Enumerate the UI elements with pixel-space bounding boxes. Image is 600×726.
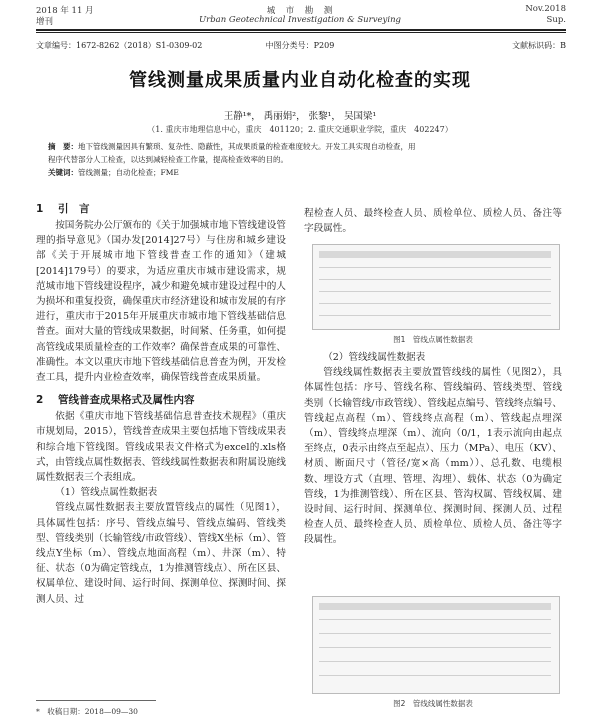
figure-2-header-bar — [319, 603, 551, 610]
affiliations: （1. 重庆市地理信息中心，重庆 401120；2. 重庆交通职业学院，重庆 402247） — [147, 125, 453, 134]
keywords-text: 管线测量；自动化检查；FME — [78, 168, 179, 177]
header-issue: 增刊 — [36, 17, 54, 27]
continued-paragraph: 程检查人员、最终检查人员、质检单位、质检人员、备注等字段属性。 — [304, 208, 562, 235]
section-2-heading — [36, 391, 286, 409]
subsection-1-paragraph: 管线点属性数据表主要放置管线点的属性（见图1），具体属性包括：序号、管线点编号、管线点编码、管线类型、管线类别（长输管线/市政管线）、管线X坐标（m）、管线点Y坐标（m）、管线点地面高程（m）、井深（m）、特征、状态（0为确定管线点，1为推测管线点）、所在区县、权属单位、建设时间、运行时间、探测单位、探测时间、探测人员、过 — [36, 502, 286, 605]
subsection-1-title: （1）管线点属性数据表 — [55, 487, 158, 499]
section-2-title: 管线普查成果格式及属性内容 — [58, 394, 195, 407]
header-issue-en: Sup. — [546, 15, 566, 25]
abstract-line-2: 程序代替部分人工检查，以达到减轻检查工作量，提高检查效率的目的。 — [48, 155, 288, 164]
figure-2-row-line — [319, 619, 551, 620]
header-date: 2018 年 11 月 — [36, 6, 94, 16]
article-number: 文章编号：1672-8262（2018）S1-0309-02 — [36, 41, 203, 50]
journal-name: 城 市 勘 测 — [266, 6, 334, 16]
figure-1-row-line — [319, 315, 551, 316]
journal-name-en: Urban Geotechnical Investigation & Surveying — [199, 15, 401, 25]
figure-1-image — [312, 244, 560, 330]
section-2-number: 2 — [36, 394, 44, 407]
section-1-number: 1 — [36, 203, 44, 215]
abstract-label: 摘 要： — [48, 142, 78, 151]
figure-1-header-bar — [319, 251, 551, 258]
figure-2-row-line — [319, 647, 551, 648]
document-code: 文献标识码：B — [512, 41, 566, 50]
figure-1-row-line — [319, 279, 551, 280]
header-rule-thin — [36, 32, 566, 33]
header-date-en: Nov.2018 — [525, 4, 566, 14]
right-column-bottom — [304, 350, 562, 548]
authors: 王静¹*， 禹丽娟²， 张黎¹， 吴国梁¹ — [223, 111, 377, 122]
paper-title: 管线测量成果质量内业自动化检查的实现 — [129, 70, 471, 91]
figure-1-row-line — [319, 267, 551, 268]
figure-2-caption: 图2 管线线属性数据表 — [393, 699, 473, 708]
subsection-2-title: （2）管线线属性数据表 — [323, 352, 426, 363]
section-1-heading — [36, 200, 286, 218]
clc-number: 中图分类号：P209 — [265, 41, 335, 50]
footnote-rule — [36, 700, 156, 701]
left-column — [36, 200, 286, 607]
subsection-2-paragraph: 管线线属性数据表主要放置管线线的属性（见图2），具体属性包括：序号、管线名称、管线编码、管线类型、管线类别（长输管线/市政管线）、管线起点编号、管线终点编号、管线起点高程（m）、管线终点高程（m）、管线起点埋深（m）、管线终点埋深（m）、流向（0/1，1表示流向由起点至终点，0表示由终点至起点）、压力（MPa）、电压（KV）、材质、断面尺寸（管径/宽×高（mm））、总孔数、电缆根数、埋设方式（直埋、管埋、沟埋）、载体、状态（0为确定管线，1为推测管线）、所在区县、管沟权属、管线权属、建设时间、运行时间、探测单位、探测时间、探测人员、过程检查人员、最终检查人员、质检单位、质检人员、备注等字段属性。 — [304, 367, 562, 546]
abstract — [48, 140, 558, 179]
figure-1-row-line — [319, 303, 551, 304]
figure-1-row-line — [319, 291, 551, 292]
figure-2-row-line — [319, 675, 551, 676]
keywords-label: 关键词： — [48, 168, 78, 177]
section-2-paragraph: 依据《重庆市地下管线基础信息普查技术规程》（重庆市规划局，2015），管线普查成果主要包括地下管线成果表和综合地下管线图。管线成果表文件格式为excel的.xls格式，由管线点属性数据表、管线线属性数据表和附属设施线属性数据表三个表组成。 — [36, 411, 286, 484]
section-1-title: 引 言 — [58, 203, 90, 215]
footnote-received-date: * 收稿日期：2018—09—30 — [36, 707, 138, 716]
figure-2-row-line — [319, 633, 551, 634]
figure-2-image — [312, 596, 560, 694]
abstract-line-1: 地下管线测量因具有繁琐、复杂性、隐蔽性，其成果质量的检查难度较大。开发工具实现自动检查，用 — [78, 142, 416, 151]
section-1-paragraph: 按国务院办公厅颁布的《关于加强城市地下管线建设管理的指导意见》（国办发[2014]27号）与住房和城乡建设部《关于开展城市地下管线普查工作的通知》（建城[2014]179号）的要求，为适应重庆市城市建设需求，规范城市地下管线建设程序，减少和避免城市建设过程中的人为损坏和重复投资，确保重庆市经济建设和城市发展的有序进行，重庆市于2015年开展重庆市城市地下管线基础信息普查。面对大量的管线成果数据，时间紧、任务重，如何提高管线成果质量检查的工作效率？确保普查成果的可靠性、准确性。本文以重庆市地下管线基础信息普查为例，开发检查工具，提升内业检查效率，确保管线普查成果质量。 — [36, 220, 286, 384]
right-column-top — [304, 206, 562, 236]
figure-1-caption: 图1 管线点属性数据表 — [393, 335, 473, 344]
header-rule — [36, 29, 566, 31]
figure-2-row-line — [319, 661, 551, 662]
